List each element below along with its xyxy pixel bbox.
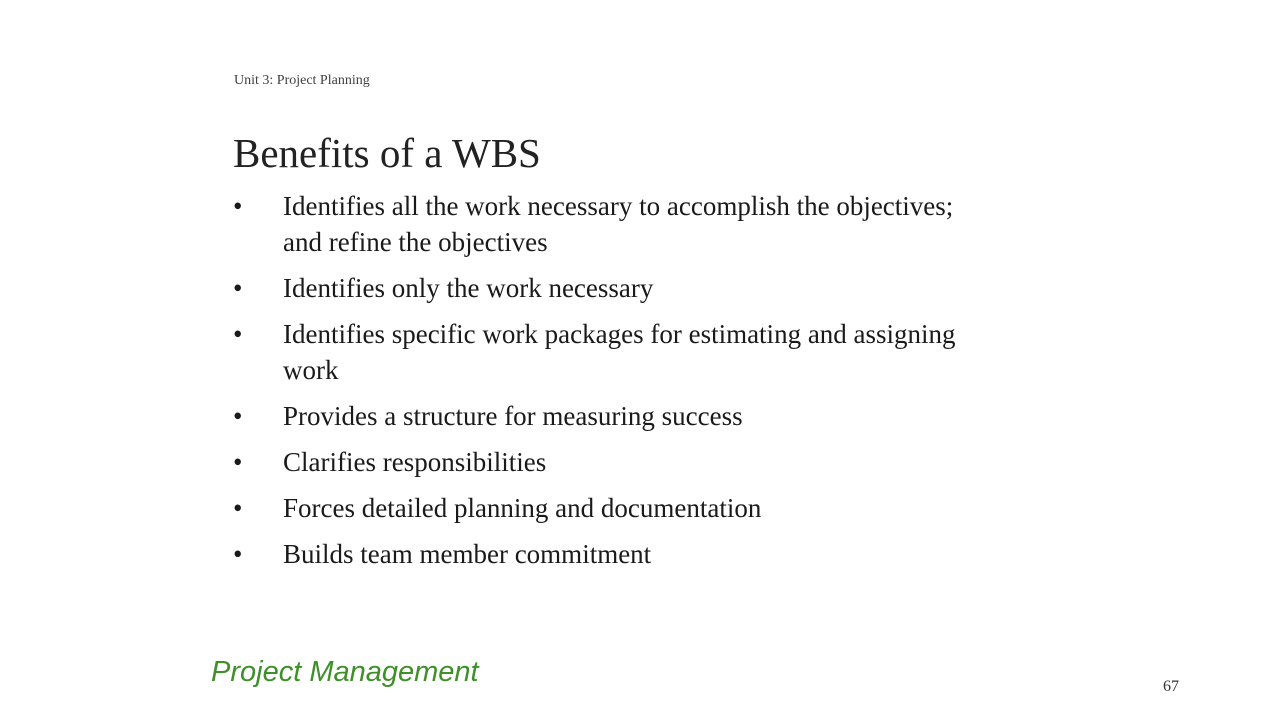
- page-number: 67: [1163, 678, 1179, 695]
- list-item: [233, 270, 973, 306]
- bullet-icon: •: [233, 319, 243, 349]
- bullet-text: Identifies only the work necessary: [283, 273, 654, 303]
- slide-title: Benefits of a WBS: [233, 130, 541, 176]
- bullet-icon: •: [233, 493, 243, 523]
- list-item: [233, 398, 973, 434]
- bullet-text: Builds team member commitment: [283, 539, 652, 569]
- list-item: [233, 188, 973, 260]
- bullet-icon: •: [233, 273, 243, 303]
- course-footer: Project Management: [211, 656, 479, 688]
- bullet-icon: •: [233, 539, 243, 569]
- list-item: [233, 316, 973, 388]
- bullet-icon: •: [233, 191, 243, 221]
- bullet-icon: •: [233, 447, 243, 477]
- list-item: [233, 490, 973, 526]
- unit-header: Unit 3: Project Planning: [234, 73, 370, 88]
- bullet-text: Provides a structure for measuring success: [283, 401, 743, 431]
- benefits-list: [233, 188, 973, 582]
- bullet-text: Clarifies responsibilities: [283, 447, 547, 477]
- list-item: [233, 444, 973, 480]
- bullet-text: Identifies specific work packages for estimating and assigning work: [283, 319, 956, 385]
- bullet-text: Identifies all the work necessary to accomplish the objectives; and refine the objectives: [283, 191, 954, 257]
- list-item: [233, 536, 973, 572]
- bullet-icon: •: [233, 401, 243, 431]
- bullet-text: Forces detailed planning and documentation: [283, 493, 762, 523]
